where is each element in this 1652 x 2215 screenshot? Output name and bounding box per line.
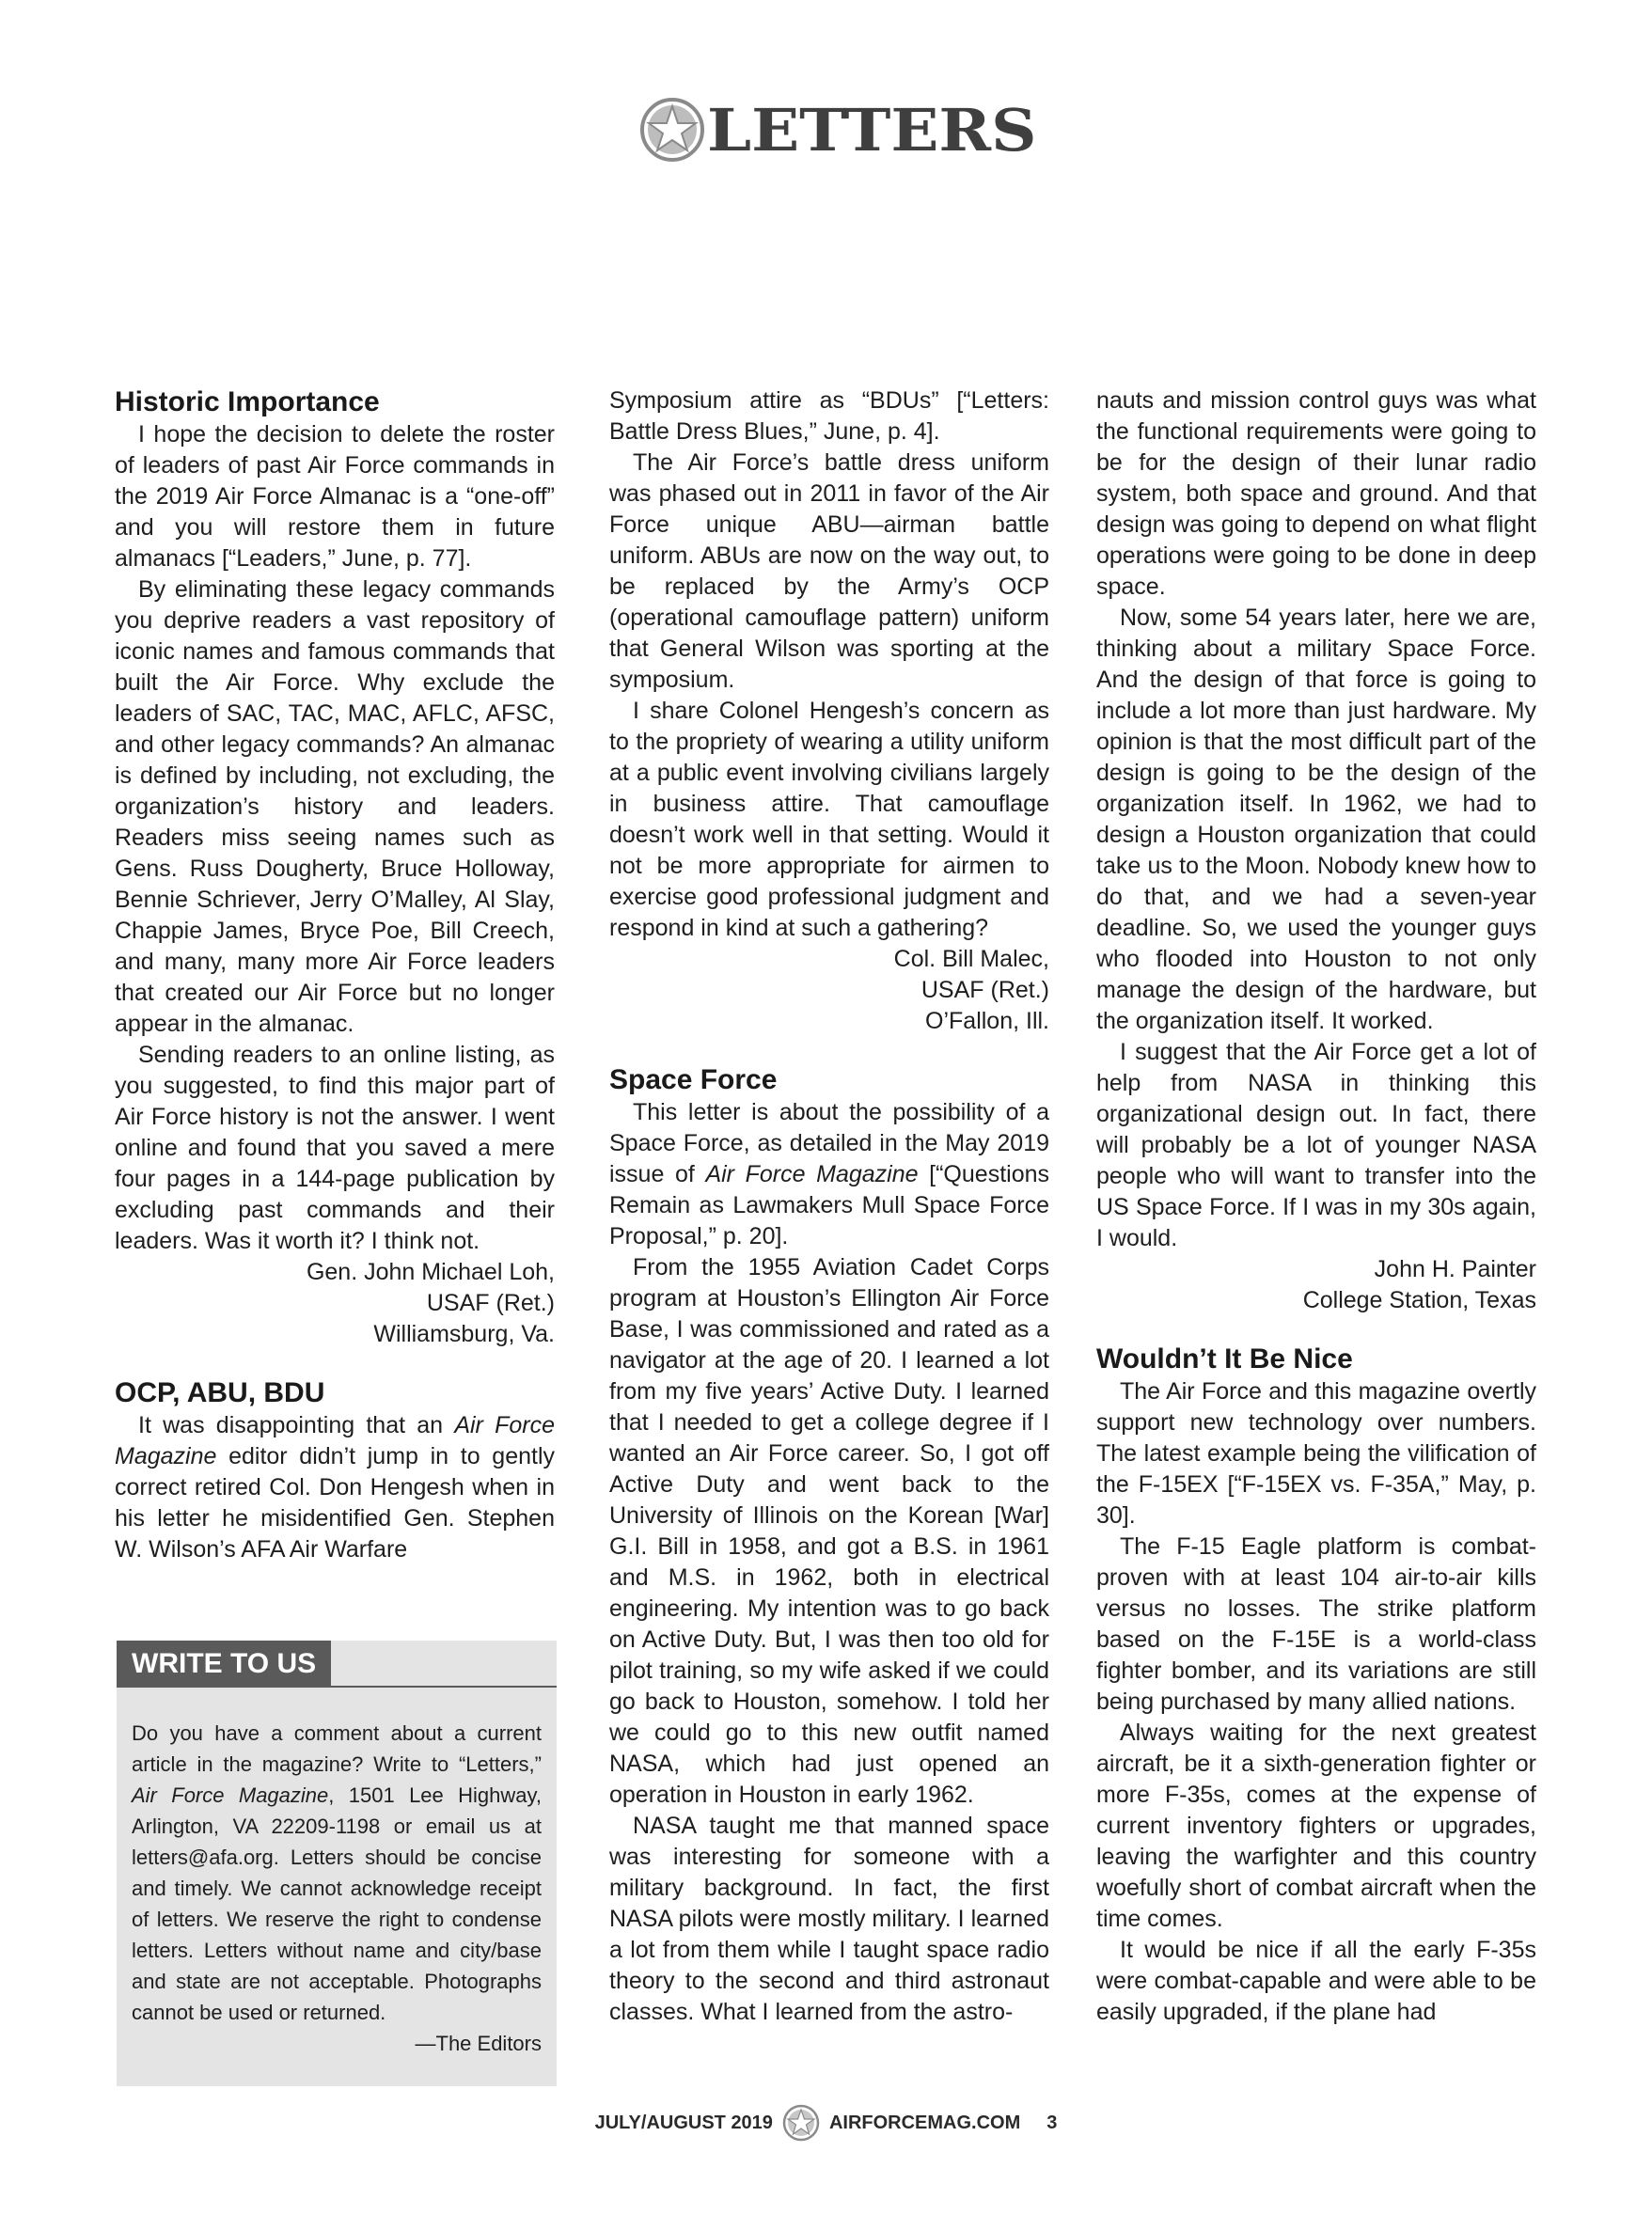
paragraph: The F-15 Eagle platform is combat-proven with at least 104 air-to-air kills versus no losses. The strike platform based on the F-15E is a world-class fighter bomber, and its variations are still being purchased by many allied nations. [1096,1533,1536,1715]
editors-signature: —The Editors [415,2032,542,2055]
text-run: It was disappointing that an [138,1412,455,1438]
paragraph [609,1097,1049,1252]
paragraph: The Air Force and this magazine overtly support new technology over numbers. The latest example being the vilification of the F-15EX [“F-15EX vs. F-35A,” May, p. 30]. [1096,1378,1536,1529]
letter-heading-historic-importance: Historic Importance [115,386,380,417]
star-roundel-icon [782,2104,820,2142]
signature-block [1096,1254,1536,1316]
column-2 [609,385,1049,2028]
paragraph: The Air Force’s battle dress uniform was phased out in 2011 in favor of the Air Force unique ABU—airman battle uniform. ABUs are now on the way out, to be replaced by the Army’s OCP (operational camouflage pattern) uniform that General Wilson was sporting at the symposium. [609,449,1049,693]
text-run: editor didn’t jump in to gently correct retired Col. Don Hengesh when in his letter he misidentified Gen. Stephen W. Wilson’s AFA Air Warfare [115,1443,555,1563]
signature-rank: USAF (Ret.) [426,1290,555,1316]
text-run: [“Questions Remain as Lawmakers Mull Space Force Proposal,” p. 20]. [609,1161,1049,1249]
section-title: LETTERS [707,95,1037,165]
paragraph: nauts and mission control guys was what the functional requirements were going to be for the design of their lunar radio system, both space and ground. And that design was going to depend on what flight operations were going to be done in deep space. [1096,387,1536,600]
column-3 [1096,385,1536,2028]
column-1 [115,385,555,1565]
write-to-us-body [132,1718,542,2059]
paragraph: By eliminating these legacy commands you deprive readers a vast repository of iconic names and famous commands that built the Air Force. Why exclude the leaders of SAC, TAC, MAC, AFLC, AFSC, and other legacy commands? An almanac is defined by including, not excluding, the organization’s history and leaders. Readers miss seeing names such as Gens. Russ Dougherty, Bruce Holloway, Bennie Schriever, Jerry O’Malley, Al Slay, Chappie James, Bryce Poe, Bill Creech, and many, many more Air Force leaders that created our Air Force but no longer appear in the almanac. [115,576,555,1037]
write-to-us-box [117,1641,557,2086]
page-number: 3 [1046,2112,1058,2133]
text-run: , 1501 Lee Highway, Arlington, VA 22209-1198 or email us at letters@afa.org. Letters should be concise and timely. We cannot acknowledge receipt of letters. We reserve the right to condense letters. Letters without name and city/base and state are not acceptable. Photographs cannot be used or returned. [132,1783,542,2024]
paragraph: NASA taught me that manned space was interesting for someone with a military background. In fact, the first NASA pilots were mostly military. I learned a lot from them while I taught space radio theory to the second and third astronaut classes. What I learned from the astro- [609,1813,1049,2025]
page-header [0,92,1652,167]
star-roundel-icon [639,97,705,163]
paragraph: Sending readers to an online listing, as you suggested, to find this major part of Air Force history is not the answer. I went online and found that you saved a mere four pages in a 144-page publication by excluding past commands and their leaders. Was it worth it? I think not. [115,1042,555,1254]
paragraph [132,1718,542,2028]
signature-name: John H. Painter [1374,1256,1536,1282]
website-url: AIRFORCEMAG.COM [828,2112,1021,2133]
signature-rank: USAF (Ret.) [920,977,1049,1003]
paragraph: Always waiting for the next greatest aircraft, be it a sixth-generation fighter or more F-35s, comes at the expense of current inventory fighters or upgrades, leaving the warfighter and this country woefully short of combat aircraft when the time comes. [1096,1720,1536,1932]
signature-location: Williamsburg, Va. [373,1321,555,1347]
signature-block [609,944,1049,1037]
text-run: Do you have a comment about a current article in the magazine? Write to “Letters,” [132,1721,542,1776]
paragraph: Now, some 54 years later, here we are, thinking about a military Space Force. And the design of that force is going to include a lot more than just hardware. My opinion is that the most difficult part of the design is going to be the design of the organization itself. In 1962, we had to design a Houston organization that could take us to the Moon. Nobody knew how to do that, and we had a seven-year deadline. So, we used the younger guys who flooded into Houston to not only manage the design of the hardware, but the organization itself. It worked. [1096,605,1536,1034]
letter-heading-ocp-abu-bdu: OCP, ABU, BDU [115,1377,325,1408]
letter-heading-space-force: Space Force [609,1064,778,1095]
paragraph: I suggest that the Air Force get a lot of help from NASA in thinking this organizational design out. In fact, there will probably be a lot of younger NASA people who will want to transfer into the US Space Force. If I was in my 30s again, I would. [1096,1039,1536,1251]
issue-date: JULY/AUGUST 2019 [594,2112,773,2133]
paragraph: It would be nice if all the early F-35s were combat-capable and were able to be easily upgraded, if the plane had [1096,1937,1536,2025]
signature-block [115,1257,555,1350]
text-run: This letter is about the possibility of a Space Force, as detailed in the May 2019 issue of [609,1099,1049,1187]
page-footer [0,2104,1652,2142]
letter-heading-wouldnt-it-be-nice: Wouldn’t It Be Nice [1096,1343,1353,1375]
write-to-us-title: WRITE TO US [117,1641,331,1688]
magazine-title: Air Force Magazine [705,1161,919,1187]
paragraph: Symposium attire as “BDUs” [“Letters: Battle Dress Blues,” June, p. 4]. [609,387,1049,445]
paragraph: I hope the decision to delete the roster of leaders of past Air Force commands in the 2019 Air Force Almanac is a “one-off” and you will restore them in future almanacs [“Leaders,” June, p. 77]. [115,421,555,572]
magazine-title: Air Force Magazine [132,1783,329,1807]
signature-name: Col. Bill Malec, [893,946,1049,972]
paragraph: From the 1955 Aviation Cadet Corps program at Houston’s Ellington Air Force Base, I was commissioned and rated as a navigator at the age of 20. I learned a lot from my five years’ Active Duty. I learned that I needed to get a college degree if I wanted an Air Force career. So, I got off Active Duty and went back to the University of Illinois on the Korean [War] G.I. Bill in 1958, and got a B.S. in 1961 and M.S. in 1962, both in electrical engineering. My intention was to go back on Active Duty. But, I was then too old for pilot training, so my wife asked if we could go back to Houston, somehow. I told her we could go to this new outfit named NASA, which had just opened an operation in Houston in early 1962. [609,1254,1049,1808]
paragraph: I share Colonel Hengesh’s concern as to the propriety of wearing a utility uniform at a public event involving civilians largely in business attire. That camouflage doesn’t work well in that setting. Would it not be more appropriate for airmen to exercise good professional judgment and respond in kind at such a gathering? [609,698,1049,941]
signature-name: Gen. John Michael Loh, [306,1259,555,1285]
paragraph [115,1410,555,1565]
signature-location: O’Fallon, Ill. [925,1008,1049,1034]
magazine-title: Air Force Magazine [115,1412,555,1469]
signature-location: College Station, Texas [1302,1287,1536,1313]
